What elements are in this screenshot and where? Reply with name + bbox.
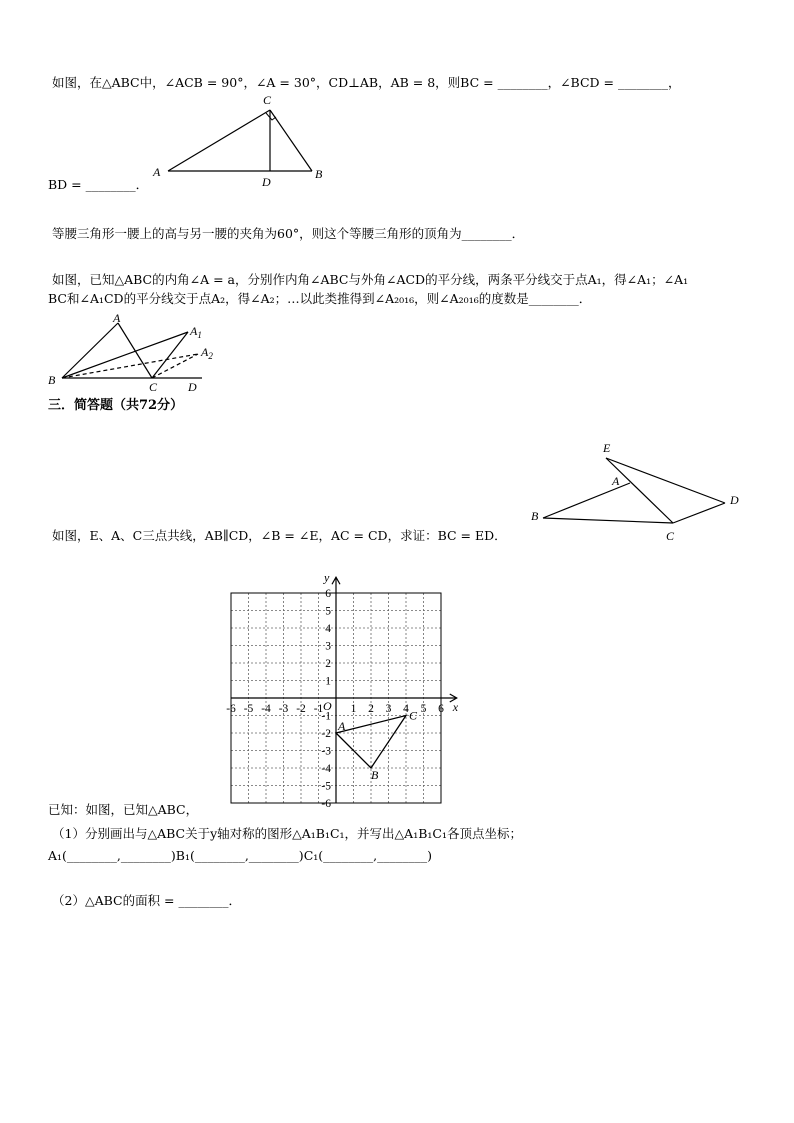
x-tick-label: 4 (403, 703, 409, 715)
q1-line2: BD = ________． (48, 177, 149, 192)
q5-part2: （2）△ABC的面积 = ________． (52, 893, 241, 908)
q4-segment-ba (543, 483, 630, 518)
x-tick-label: 2 (368, 703, 374, 715)
x-tick-label: 6 (438, 703, 444, 715)
y-tick-label: 5 (325, 605, 331, 618)
y-tick-label: 6 (325, 588, 331, 600)
q3-line1: 如图，已知△ABC的内角∠A = a，分别作内角∠ABC与外角∠ACD的平分线，两条平分线交于点A₁，得∠A₁；∠A₁ (52, 272, 689, 287)
q4-text: 如图，E、A、C三点共线，AB∥CD，∠B = ∠E，AC = CD，求证：BC = ED． (52, 528, 507, 543)
y-tick-label: 4 (325, 623, 331, 635)
q3-label-c: C (149, 380, 158, 394)
q1-right-angle-mark (266, 113, 276, 120)
q3-segment-ba2 (62, 354, 198, 378)
y-tick-label: 2 (325, 658, 331, 670)
q4-segment-bc (543, 518, 673, 523)
y-tick-label: 3 (325, 640, 331, 653)
q4-segment-ed (606, 458, 725, 503)
x-tick-label: -2 (296, 703, 306, 715)
point-label-b: B (371, 768, 379, 782)
x-tick-label: -6 (226, 703, 236, 715)
q1-label-c: C (263, 93, 272, 107)
y-tick-label: -6 (321, 798, 331, 810)
y-tick-label: -2 (321, 728, 331, 740)
y-axis-arrow (332, 577, 340, 584)
point-label-a: A (338, 719, 346, 733)
y-axis-label: y (324, 570, 330, 585)
q3-label-a: A (113, 311, 121, 325)
q3-segment-ca1 (152, 332, 188, 378)
q1-segment-ac (168, 110, 270, 171)
q3-label-d: D (188, 380, 197, 394)
q3-line2: BC和∠A₁CD的平分线交于点A₂，得∠A₂；…以此类推得到∠A₂₀₁₆，则∠A₂₀₁₆的度数是________． (48, 291, 592, 306)
q4-label-c: C (666, 529, 675, 543)
x-tick-label: -3 (278, 703, 289, 715)
x-tick-label: 5 (420, 703, 427, 715)
q4-label-d: D (730, 493, 739, 507)
q3-segment-ba1 (62, 332, 188, 378)
q3-label-b: B (48, 373, 56, 387)
q4-label-a: A (612, 474, 620, 488)
triangle-abc (336, 716, 406, 769)
q5-intro: 已知：如图，已知△ABC， (48, 802, 199, 817)
x-tick-label: -5 (243, 703, 254, 715)
q1-line1: 如图，在△ABC中，∠ACB = 90°，∠A = 30°，CD⊥AB，AB = 8，则BC = ________，∠BCD = ________， (52, 75, 681, 90)
section-title: 三．简答题（共72分） (48, 398, 184, 413)
q3-segment-ac (118, 323, 152, 378)
y-tick-label: 1 (325, 675, 331, 688)
grid-border (231, 593, 441, 803)
q3-segment-ba (62, 323, 118, 378)
q4-segment-cd (673, 503, 725, 523)
q1-label-d: D (262, 175, 271, 189)
y-tick-label: -4 (321, 763, 331, 775)
x-axis-label: x (452, 700, 459, 714)
y-tick-label: -1 (321, 710, 331, 723)
q4-label-e: E (603, 441, 611, 455)
x-tick-label: 1 (350, 703, 357, 715)
q4-label-b: B (531, 509, 539, 523)
q5-coords: A₁(________,________)B₁(________,________)C₁(________,________) (48, 848, 432, 863)
q1-label-a: A (153, 165, 161, 179)
x-tick-label: -4 (261, 703, 271, 715)
x-axis-arrow (450, 694, 457, 702)
q3-segment-ca2 (152, 354, 198, 378)
x-tick-label: 3 (385, 703, 392, 715)
q1-segment-bc (270, 110, 312, 171)
origin-label: O (323, 699, 332, 713)
q4-segment-ec (606, 458, 673, 523)
point-label-c: C (409, 708, 418, 723)
y-tick-label: -5 (321, 780, 331, 793)
y-tick-label: -3 (321, 745, 331, 758)
q1-label-b: B (315, 167, 323, 181)
q3-label-a2: $A_2$ (201, 345, 213, 361)
x-tick-label: -1 (313, 703, 324, 715)
q2-text: 等腰三角形一腰上的高与另一腰的夹角为60°，则这个等腰三角形的顶角为________． (52, 226, 525, 241)
q5-part1: （1）分别画出与△ABC关于y轴对称的图形△A₁B₁C₁，并写出△A₁B₁C₁各顶点坐标； (52, 826, 522, 841)
q3-label-a1: $A_1$ (190, 324, 202, 340)
